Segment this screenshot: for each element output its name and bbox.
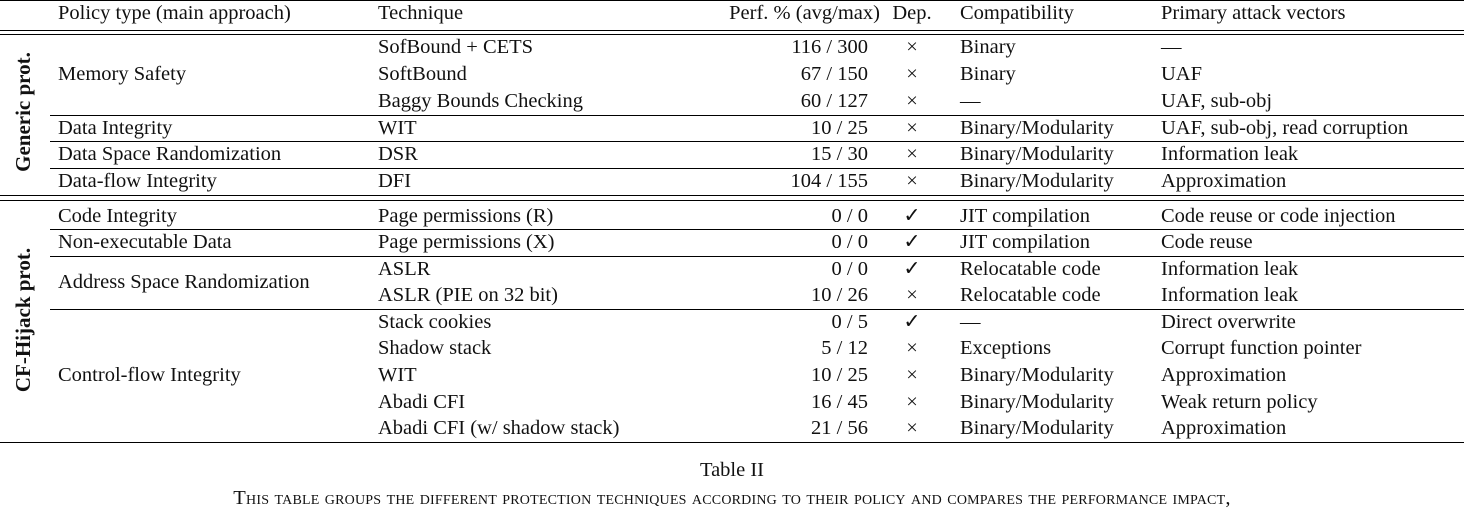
dep-cell: × xyxy=(906,63,918,85)
dep-cell: × xyxy=(906,284,918,306)
perf-cell: 10 / 26 xyxy=(811,284,868,306)
caption-body: This table groups the different protection techniques according to their policy and compares the performance impact, xyxy=(233,487,1231,509)
bottom-rule xyxy=(0,442,1464,443)
header-policy: Policy type (main approach) xyxy=(58,2,291,24)
dep-cell: × xyxy=(906,36,918,58)
attack-cell: Approximation xyxy=(1161,417,1287,439)
perf-cell: 60 / 127 xyxy=(800,90,868,112)
compat-cell: — xyxy=(960,311,981,333)
compat-cell: — xyxy=(960,90,981,112)
compat-cell: Relocatable code xyxy=(960,258,1101,280)
perf-cell: 0 / 5 xyxy=(831,311,868,333)
compat-cell: Binary/Modularity xyxy=(960,364,1114,386)
perf-cell: 67 / 150 xyxy=(800,63,868,85)
caption-title: Table II xyxy=(699,459,764,481)
attack-cell: Code reuse or code injection xyxy=(1161,205,1396,227)
attack-cell: Code reuse xyxy=(1161,231,1253,253)
header-compat: Compatibility xyxy=(960,2,1074,24)
perf-cell: 16 / 45 xyxy=(811,391,868,413)
attack-cell: Corrupt function pointer xyxy=(1161,337,1362,359)
dep-cell: × xyxy=(906,143,918,165)
dep-cell: ✓ xyxy=(903,258,921,280)
technique-cell: DFI xyxy=(378,170,412,192)
technique-cell: Baggy Bounds Checking xyxy=(378,90,583,112)
group-label-generic: Generic prot. xyxy=(11,52,35,172)
technique-cell: SoftBound xyxy=(378,63,467,85)
compat-cell: JIT compilation xyxy=(960,231,1091,253)
compat-cell: Binary/Modularity xyxy=(960,117,1114,139)
attack-cell: UAF, sub-obj xyxy=(1161,90,1273,112)
attack-cell: UAF xyxy=(1161,63,1203,85)
compat-cell: Relocatable code xyxy=(960,284,1101,306)
attack-cell: Approximation xyxy=(1161,364,1287,386)
technique-cell: Page permissions (R) xyxy=(378,205,554,227)
technique-cell: WIT xyxy=(378,117,417,139)
compat-cell: Binary/Modularity xyxy=(960,417,1114,439)
compat-cell: Binary/Modularity xyxy=(960,391,1114,413)
technique-cell: Abadi CFI (w/ shadow stack) xyxy=(378,417,620,439)
header-attack: Primary attack vectors xyxy=(1161,2,1346,24)
attack-cell: Approximation xyxy=(1161,170,1287,192)
perf-cell: 104 / 155 xyxy=(790,170,868,192)
dep-cell: ✓ xyxy=(903,205,921,227)
technique-cell: Shadow stack xyxy=(378,337,492,359)
perf-cell: 0 / 0 xyxy=(831,205,868,227)
technique-cell: ASLR (PIE on 32 bit) xyxy=(378,284,558,306)
compat-cell: Binary/Modularity xyxy=(960,170,1114,192)
attack-cell: Information leak xyxy=(1161,143,1299,165)
dep-cell: × xyxy=(906,391,918,413)
perf-cell: 116 / 300 xyxy=(791,36,868,58)
dep-cell: × xyxy=(906,337,918,359)
header-technique: Technique xyxy=(378,2,464,24)
dep-cell: × xyxy=(906,90,918,112)
header-dep: Dep. xyxy=(892,2,932,24)
perf-cell: 10 / 25 xyxy=(811,364,868,386)
header-perf: Perf. % (avg/max) xyxy=(729,2,880,24)
dep-cell: × xyxy=(906,417,918,439)
perf-cell: 5 / 12 xyxy=(821,337,868,359)
attack-cell: Information leak xyxy=(1161,258,1299,280)
group-rule-2 xyxy=(0,200,1464,201)
policy-memory-safety: Memory Safety xyxy=(58,63,187,85)
policy-data-space-randomization: Data Space Randomization xyxy=(58,143,282,165)
policy-non-executable-data: Non-executable Data xyxy=(58,231,232,253)
dep-cell: × xyxy=(906,364,918,386)
perf-cell: 21 / 56 xyxy=(811,417,868,439)
compat-cell: Binary xyxy=(960,36,1016,58)
compat-cell: Binary/Modularity xyxy=(960,143,1114,165)
technique-cell: Page permissions (X) xyxy=(378,231,555,253)
perf-cell: 0 / 0 xyxy=(831,258,868,280)
compat-cell: Binary xyxy=(960,63,1016,85)
attack-cell: — xyxy=(1161,36,1182,58)
perf-cell: 0 / 0 xyxy=(831,231,868,253)
dep-cell: ✓ xyxy=(903,231,921,253)
dep-cell: × xyxy=(906,170,918,192)
policy-data-integrity: Data Integrity xyxy=(58,117,173,139)
attack-cell: Information leak xyxy=(1161,284,1299,306)
attack-cell: Weak return policy xyxy=(1161,391,1318,413)
policy-address-space-randomization: Address Space Randomization xyxy=(58,271,310,293)
group-rule-1 xyxy=(0,195,1464,196)
attack-cell: Direct overwrite xyxy=(1161,311,1296,333)
attack-cell: UAF, sub-obj, read corruption xyxy=(1161,117,1409,139)
technique-cell: WIT xyxy=(378,364,417,386)
perf-cell: 15 / 30 xyxy=(811,143,868,165)
policy-control-flow-integrity: Control-flow Integrity xyxy=(58,364,241,386)
compat-cell: JIT compilation xyxy=(960,205,1091,227)
group-label-cfhijack: CF-Hijack prot. xyxy=(11,247,35,393)
header-rule-1 xyxy=(0,30,1464,31)
dep-cell: × xyxy=(906,117,918,139)
policy-code-integrity: Code Integrity xyxy=(58,205,177,227)
technique-cell: DSR xyxy=(378,143,418,165)
compat-cell: Exceptions xyxy=(960,337,1052,359)
technique-cell: Abadi CFI xyxy=(378,391,466,413)
technique-cell: SofBound + CETS xyxy=(378,36,534,58)
dep-cell: ✓ xyxy=(903,311,921,333)
policy-data-flow-integrity: Data-flow Integrity xyxy=(58,170,217,192)
technique-cell: ASLR xyxy=(378,258,431,280)
perf-cell: 10 / 25 xyxy=(811,117,868,139)
technique-cell: Stack cookies xyxy=(378,311,492,333)
